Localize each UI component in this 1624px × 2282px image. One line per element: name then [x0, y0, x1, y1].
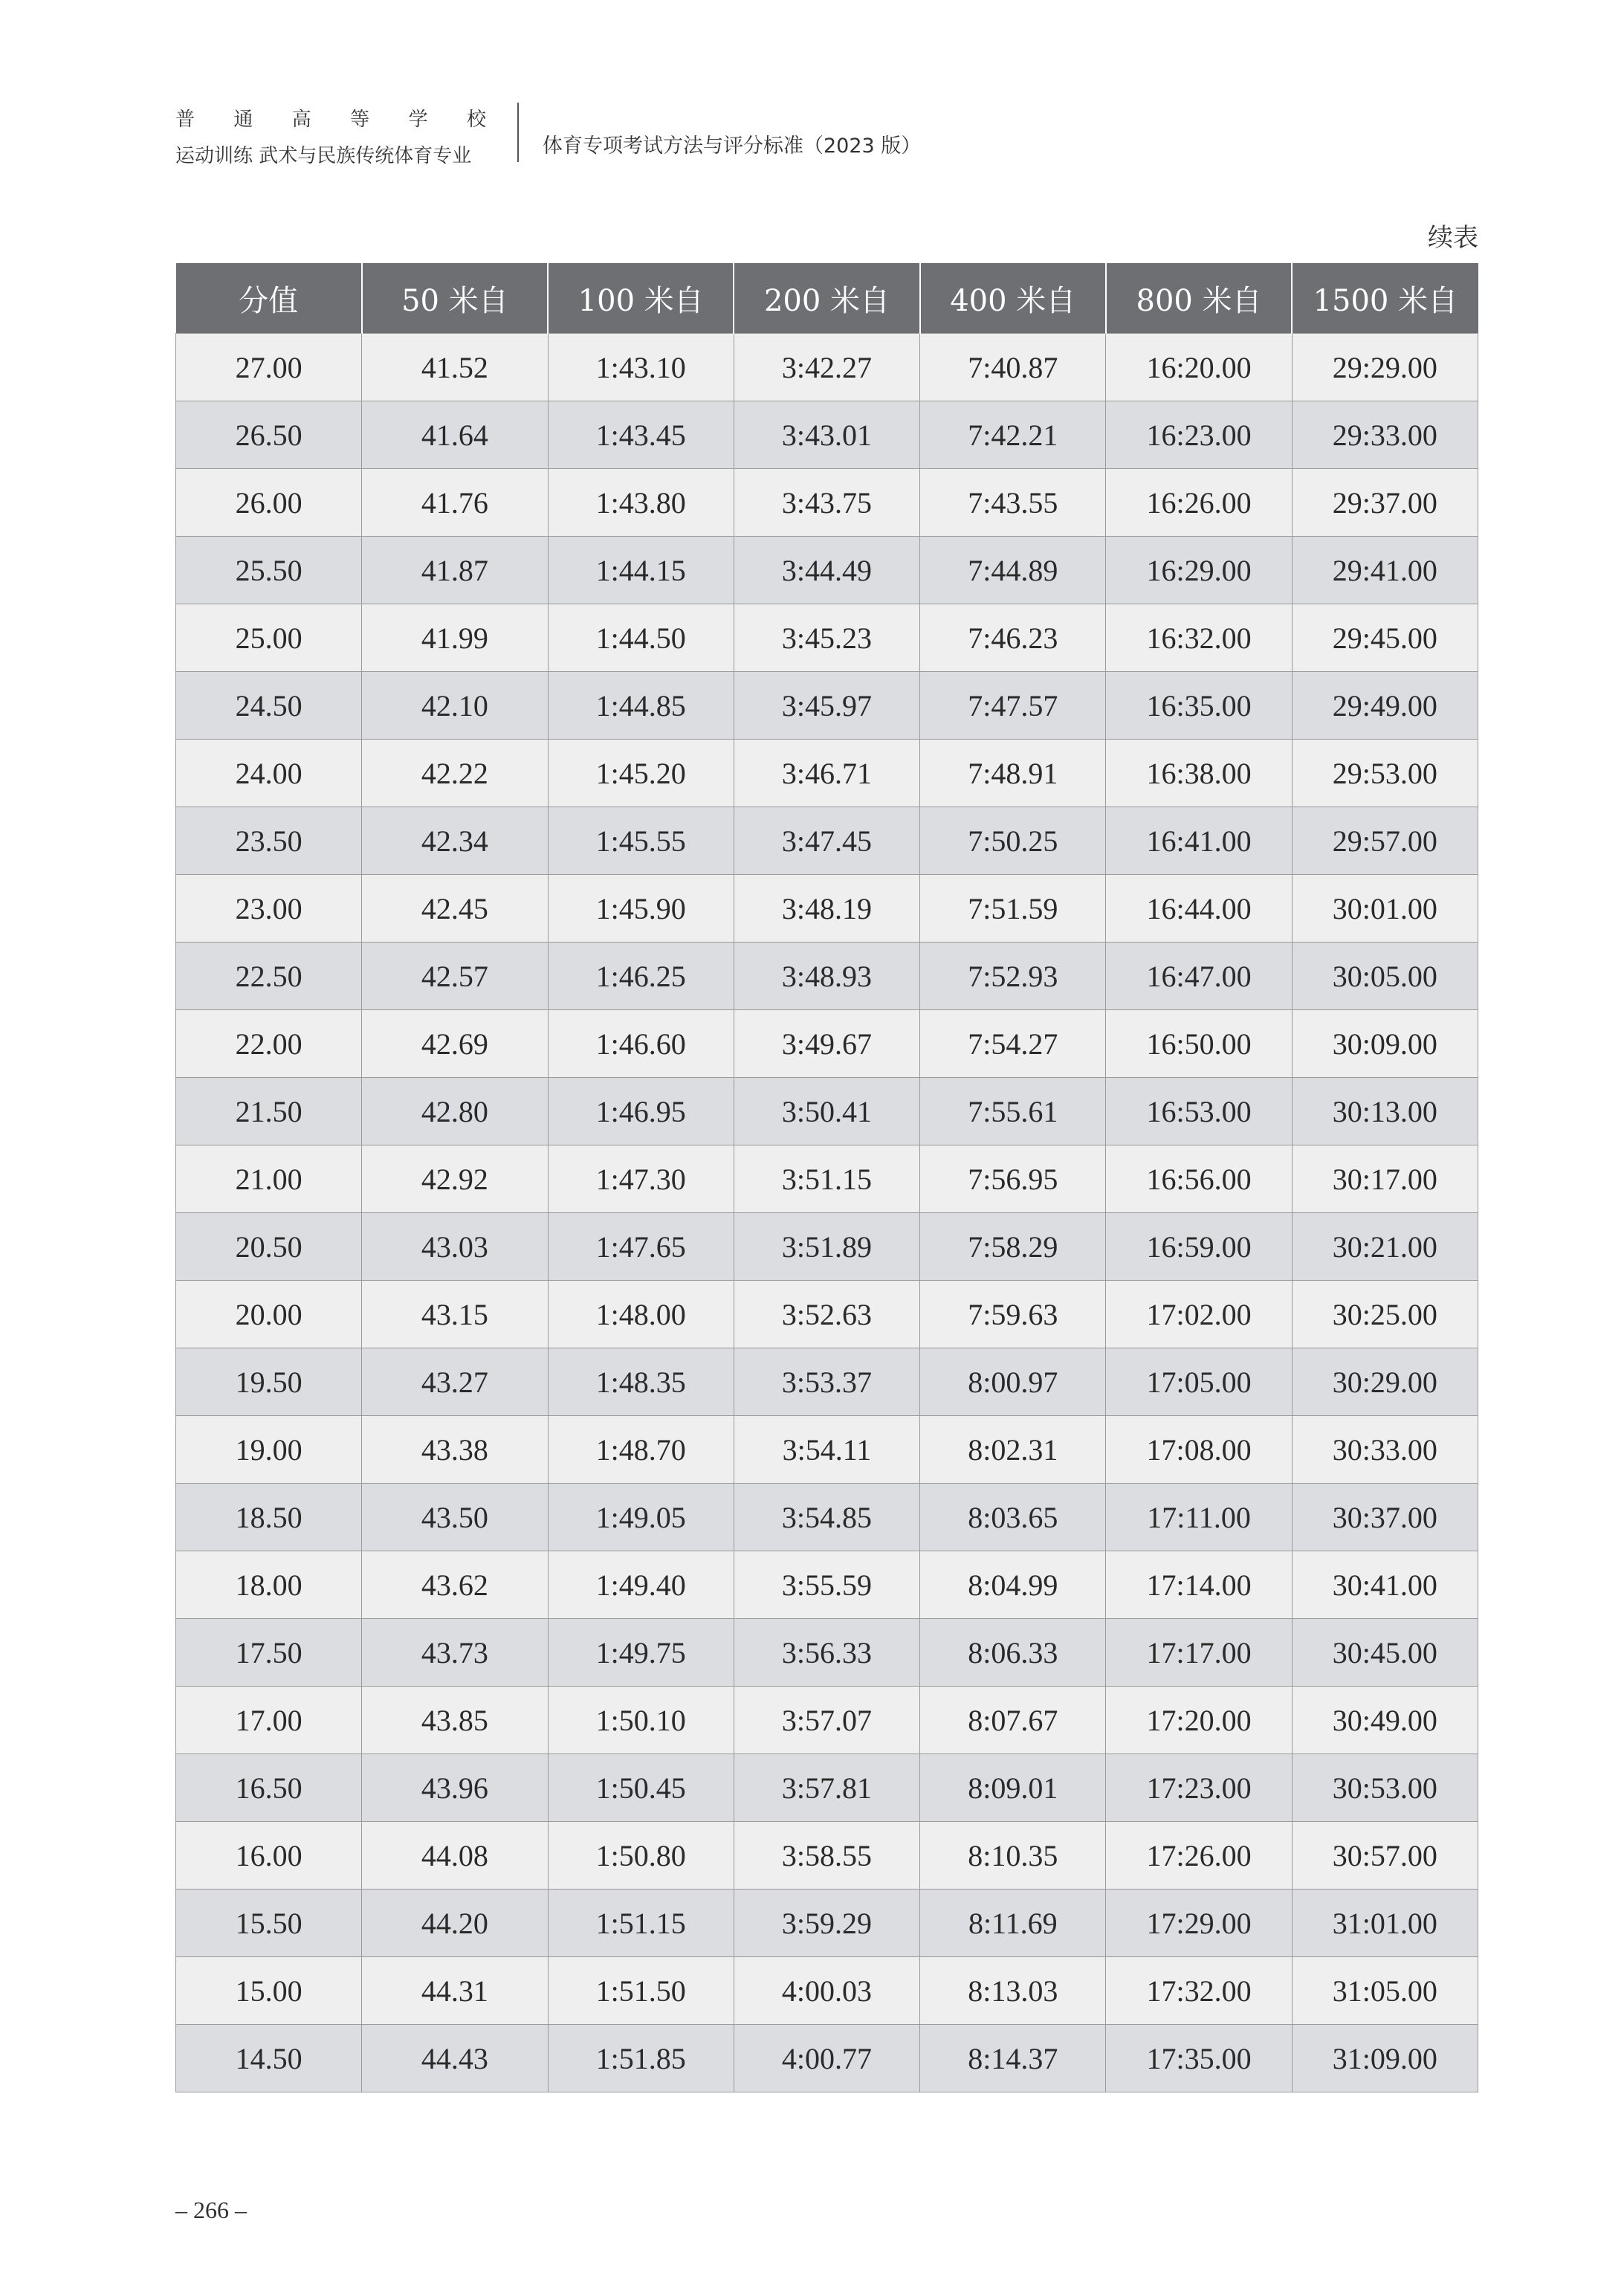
table-cell: 30:29.00 — [1292, 1348, 1478, 1416]
table-cell: 8:11.69 — [920, 1890, 1106, 1957]
table-cell: 18.50 — [176, 1484, 362, 1551]
table-cell: 16:38.00 — [1106, 740, 1292, 807]
table-cell: 31:01.00 — [1292, 1890, 1478, 1957]
table-cell: 44.20 — [362, 1890, 548, 1957]
table-cell: 7:51.59 — [920, 875, 1106, 943]
table-row — [176, 604, 1478, 672]
table-cell: 26.50 — [176, 401, 362, 469]
table-cell: 17:29.00 — [1106, 1890, 1292, 1957]
table-cell: 1:48.00 — [548, 1281, 734, 1348]
table-cell: 25.50 — [176, 537, 362, 604]
table-cell: 21.50 — [176, 1078, 362, 1145]
table-cell: 8:07.67 — [920, 1687, 1106, 1754]
table-cell: 8:13.03 — [920, 1957, 1106, 2025]
table-cell: 16:20.00 — [1106, 334, 1292, 401]
table-cell: 44.08 — [362, 1822, 548, 1890]
table-row — [176, 1416, 1478, 1484]
table-cell: 30:33.00 — [1292, 1416, 1478, 1484]
header-char: 校 — [466, 109, 488, 131]
header-book-title: 体育专项考试方法与评分标准（2023 版） — [543, 135, 922, 158]
table-row — [176, 1348, 1478, 1416]
table-cell: 16:50.00 — [1106, 1010, 1292, 1078]
header-school-type — [175, 104, 488, 132]
table-cell: 3:51.89 — [734, 1213, 919, 1281]
table-cell: 1:50.45 — [548, 1754, 734, 1822]
table-cell: 3:47.45 — [734, 807, 919, 875]
table-cell: 17:20.00 — [1106, 1687, 1292, 1754]
table-cell: 3:48.93 — [734, 943, 919, 1010]
table-cell: 3:52.63 — [734, 1281, 919, 1348]
table-cell: 30:09.00 — [1292, 1010, 1478, 1078]
table-cell: 30:13.00 — [1292, 1078, 1478, 1145]
table-cell: 16:53.00 — [1106, 1078, 1292, 1145]
table-cell: 1:49.40 — [548, 1551, 734, 1619]
column-header: 50 米自 — [362, 263, 548, 334]
table-cell: 17:14.00 — [1106, 1551, 1292, 1619]
table-row — [176, 672, 1478, 740]
table-cell: 1:45.55 — [548, 807, 734, 875]
table-cell: 16.00 — [176, 1822, 362, 1890]
table-cell: 7:56.95 — [920, 1145, 1106, 1213]
table-cell: 7:40.87 — [920, 334, 1106, 401]
table-cell: 43.85 — [362, 1687, 548, 1754]
table-cell: 29:49.00 — [1292, 672, 1478, 740]
continued-label: 续表 — [1428, 223, 1478, 253]
table-cell: 41.99 — [362, 604, 548, 672]
table-row — [176, 1078, 1478, 1145]
table-cell: 31:05.00 — [1292, 1957, 1478, 2025]
table-cell: 4:00.77 — [734, 2025, 919, 2092]
table-cell: 1:47.65 — [548, 1213, 734, 1281]
table-row — [176, 943, 1478, 1010]
table-cell: 42.80 — [362, 1078, 548, 1145]
table-cell: 17:32.00 — [1106, 1957, 1292, 2025]
table-cell: 8:10.35 — [920, 1822, 1106, 1890]
table-row — [176, 1890, 1478, 1957]
table-cell: 1:46.60 — [548, 1010, 734, 1078]
table-row — [176, 1145, 1478, 1213]
table-cell: 16:56.00 — [1106, 1145, 1292, 1213]
table-cell: 1:46.95 — [548, 1078, 734, 1145]
table-cell: 7:58.29 — [920, 1213, 1106, 1281]
table-cell: 42.34 — [362, 807, 548, 875]
header-char: 等 — [350, 109, 372, 131]
table-cell: 42.57 — [362, 943, 548, 1010]
table-cell: 8:03.65 — [920, 1484, 1106, 1551]
table-cell: 30:21.00 — [1292, 1213, 1478, 1281]
table-cell: 3:57.81 — [734, 1754, 919, 1822]
table-cell: 30:41.00 — [1292, 1551, 1478, 1619]
table-cell: 14.50 — [176, 2025, 362, 2092]
table-cell: 7:54.27 — [920, 1010, 1106, 1078]
table-row — [176, 1281, 1478, 1348]
table-cell: 3:44.49 — [734, 537, 919, 604]
table-cell: 30:05.00 — [1292, 943, 1478, 1010]
table-cell: 30:17.00 — [1292, 1145, 1478, 1213]
table-row — [176, 2025, 1478, 2092]
table-cell: 1:43.10 — [548, 334, 734, 401]
table-cell: 7:44.89 — [920, 537, 1106, 604]
header-char: 普 — [175, 109, 197, 131]
table-row — [176, 740, 1478, 807]
table-cell: 17:05.00 — [1106, 1348, 1292, 1416]
table-cell: 43.15 — [362, 1281, 548, 1348]
table-cell: 43.27 — [362, 1348, 548, 1416]
table-cell: 17:02.00 — [1106, 1281, 1292, 1348]
table-row — [176, 875, 1478, 943]
table-cell: 1:44.50 — [548, 604, 734, 672]
column-header: 400 米自 — [920, 263, 1106, 334]
table-cell: 8:02.31 — [920, 1416, 1106, 1484]
column-header: 100 米自 — [548, 263, 734, 334]
table-cell: 24.50 — [176, 672, 362, 740]
table-cell: 7:43.55 — [920, 469, 1106, 537]
table-row — [176, 1619, 1478, 1687]
table-cell: 41.87 — [362, 537, 548, 604]
table-cell: 43.62 — [362, 1551, 548, 1619]
table-cell: 41.76 — [362, 469, 548, 537]
table-cell: 16.50 — [176, 1754, 362, 1822]
table-cell: 1:48.70 — [548, 1416, 734, 1484]
table-cell: 4:00.03 — [734, 1957, 919, 2025]
table-cell: 29:33.00 — [1292, 401, 1478, 469]
table-cell: 7:55.61 — [920, 1078, 1106, 1145]
table-cell: 43.50 — [362, 1484, 548, 1551]
table-cell: 29:37.00 — [1292, 469, 1478, 537]
table-cell: 41.64 — [362, 401, 548, 469]
table-cell: 8:06.33 — [920, 1619, 1106, 1687]
table-cell: 17.00 — [176, 1687, 362, 1754]
table-cell: 44.43 — [362, 2025, 548, 2092]
table-cell: 29:53.00 — [1292, 740, 1478, 807]
table-cell: 3:49.67 — [734, 1010, 919, 1078]
table-cell: 44.31 — [362, 1957, 548, 2025]
header-major: 运动训练 武术与民族传统体育专业 — [175, 145, 472, 167]
table-cell: 16:29.00 — [1106, 537, 1292, 604]
table-cell: 30:25.00 — [1292, 1281, 1478, 1348]
table-cell: 43.96 — [362, 1754, 548, 1822]
table-cell: 42.45 — [362, 875, 548, 943]
header-char: 高 — [291, 109, 313, 131]
table-cell: 3:50.41 — [734, 1078, 919, 1145]
table-cell: 23.50 — [176, 807, 362, 875]
table-cell: 22.50 — [176, 943, 362, 1010]
table-cell: 3:45.97 — [734, 672, 919, 740]
header-char: 学 — [408, 109, 430, 131]
table-cell: 3:46.71 — [734, 740, 919, 807]
table-cell: 17.50 — [176, 1619, 362, 1687]
table-cell: 1:45.20 — [548, 740, 734, 807]
table-cell: 43.03 — [362, 1213, 548, 1281]
table-cell: 30:45.00 — [1292, 1619, 1478, 1687]
table-cell: 1:44.85 — [548, 672, 734, 740]
table-row — [176, 1957, 1478, 2025]
table-cell: 3:43.01 — [734, 401, 919, 469]
table-cell: 30:57.00 — [1292, 1822, 1478, 1890]
table-cell: 7:47.57 — [920, 672, 1106, 740]
table-row — [176, 469, 1478, 537]
table-cell: 16:47.00 — [1106, 943, 1292, 1010]
table-row — [176, 1010, 1478, 1078]
table-cell: 3:51.15 — [734, 1145, 919, 1213]
column-header: 800 米自 — [1106, 263, 1292, 334]
table-cell: 43.38 — [362, 1416, 548, 1484]
table-cell: 1:51.50 — [548, 1957, 734, 2025]
table-cell: 30:37.00 — [1292, 1484, 1478, 1551]
page-number: – 266 – — [175, 2197, 247, 2223]
table-row — [176, 1822, 1478, 1890]
table-row — [176, 807, 1478, 875]
table-cell: 8:14.37 — [920, 2025, 1106, 2092]
table-cell: 30:49.00 — [1292, 1687, 1478, 1754]
table-cell: 17:08.00 — [1106, 1416, 1292, 1484]
table-cell: 7:46.23 — [920, 604, 1106, 672]
table-row — [176, 334, 1478, 401]
table-cell: 8:04.99 — [920, 1551, 1106, 1619]
table-cell: 3:58.55 — [734, 1822, 919, 1890]
table-cell: 7:59.63 — [920, 1281, 1106, 1348]
table-cell: 1:50.80 — [548, 1822, 734, 1890]
table-cell: 15.00 — [176, 1957, 362, 2025]
table-cell: 1:51.15 — [548, 1890, 734, 1957]
table-cell: 1:49.75 — [548, 1619, 734, 1687]
table-cell: 3:57.07 — [734, 1687, 919, 1754]
table-cell: 42.69 — [362, 1010, 548, 1078]
column-header: 200 米自 — [734, 263, 919, 334]
table-cell: 17:17.00 — [1106, 1619, 1292, 1687]
table-cell: 23.00 — [176, 875, 362, 943]
table-cell: 19.00 — [176, 1416, 362, 1484]
table-cell: 41.52 — [362, 334, 548, 401]
table-cell: 27.00 — [176, 334, 362, 401]
table-row — [176, 401, 1478, 469]
table-cell: 1:43.45 — [548, 401, 734, 469]
table-cell: 42.92 — [362, 1145, 548, 1213]
table-cell: 26.00 — [176, 469, 362, 537]
table-cell: 42.10 — [362, 672, 548, 740]
table-cell: 7:42.21 — [920, 401, 1106, 469]
table-cell: 3:42.27 — [734, 334, 919, 401]
table-cell: 3:56.33 — [734, 1619, 919, 1687]
table-cell: 3:54.11 — [734, 1416, 919, 1484]
table-cell: 20.00 — [176, 1281, 362, 1348]
table-cell: 7:50.25 — [920, 807, 1106, 875]
table-cell: 17:23.00 — [1106, 1754, 1292, 1822]
table-cell: 1:47.30 — [548, 1145, 734, 1213]
table-cell: 21.00 — [176, 1145, 362, 1213]
table-cell: 3:59.29 — [734, 1890, 919, 1957]
table-cell: 3:53.37 — [734, 1348, 919, 1416]
table-cell: 29:29.00 — [1292, 334, 1478, 401]
table-cell: 15.50 — [176, 1890, 362, 1957]
table-cell: 16:26.00 — [1106, 469, 1292, 537]
table-cell: 19.50 — [176, 1348, 362, 1416]
table-header-row — [176, 263, 1478, 334]
table-cell: 1:51.85 — [548, 2025, 734, 2092]
table-cell: 16:59.00 — [1106, 1213, 1292, 1281]
table-cell: 42.22 — [362, 740, 548, 807]
table-cell: 3:54.85 — [734, 1484, 919, 1551]
table-cell: 17:26.00 — [1106, 1822, 1292, 1890]
header-char: 通 — [233, 109, 255, 131]
header-divider — [517, 103, 519, 162]
table-cell: 16:35.00 — [1106, 672, 1292, 740]
table-cell: 16:32.00 — [1106, 604, 1292, 672]
table-cell: 22.00 — [176, 1010, 362, 1078]
table-cell: 29:57.00 — [1292, 807, 1478, 875]
table-row — [176, 1754, 1478, 1822]
table-cell: 1:48.35 — [548, 1348, 734, 1416]
table-cell: 8:00.97 — [920, 1348, 1106, 1416]
table-cell: 1:43.80 — [548, 469, 734, 537]
table-cell: 1:49.05 — [548, 1484, 734, 1551]
column-header: 1500 米自 — [1292, 263, 1478, 334]
table-cell: 3:45.23 — [734, 604, 919, 672]
table-cell: 16:44.00 — [1106, 875, 1292, 943]
table-cell: 43.73 — [362, 1619, 548, 1687]
table-cell: 29:45.00 — [1292, 604, 1478, 672]
table-cell: 18.00 — [176, 1551, 362, 1619]
table-cell: 30:53.00 — [1292, 1754, 1478, 1822]
table-row — [176, 537, 1478, 604]
table-cell: 1:44.15 — [548, 537, 734, 604]
table-row — [176, 1551, 1478, 1619]
header-left — [175, 104, 502, 168]
column-header: 分值 — [176, 263, 362, 334]
table-row — [176, 1687, 1478, 1754]
table-cell: 30:01.00 — [1292, 875, 1478, 943]
table-row — [176, 1484, 1478, 1551]
table-cell: 25.00 — [176, 604, 362, 672]
table-cell: 3:55.59 — [734, 1551, 919, 1619]
score-table — [175, 263, 1478, 2092]
table-cell: 1:50.10 — [548, 1687, 734, 1754]
table-body — [176, 334, 1478, 2092]
table-cell: 31:09.00 — [1292, 2025, 1478, 2092]
table-cell: 7:52.93 — [920, 943, 1106, 1010]
table-cell: 16:23.00 — [1106, 401, 1292, 469]
table-cell: 20.50 — [176, 1213, 362, 1281]
table-cell: 8:09.01 — [920, 1754, 1106, 1822]
table-cell: 1:46.25 — [548, 943, 734, 1010]
table-cell: 3:48.19 — [734, 875, 919, 943]
table-cell: 16:41.00 — [1106, 807, 1292, 875]
table-cell: 7:48.91 — [920, 740, 1106, 807]
table-row — [176, 1213, 1478, 1281]
table-cell: 29:41.00 — [1292, 537, 1478, 604]
table-cell: 1:45.90 — [548, 875, 734, 943]
table-cell: 17:35.00 — [1106, 2025, 1292, 2092]
table-cell: 24.00 — [176, 740, 362, 807]
table-cell: 17:11.00 — [1106, 1484, 1292, 1551]
table-cell: 3:43.75 — [734, 469, 919, 537]
